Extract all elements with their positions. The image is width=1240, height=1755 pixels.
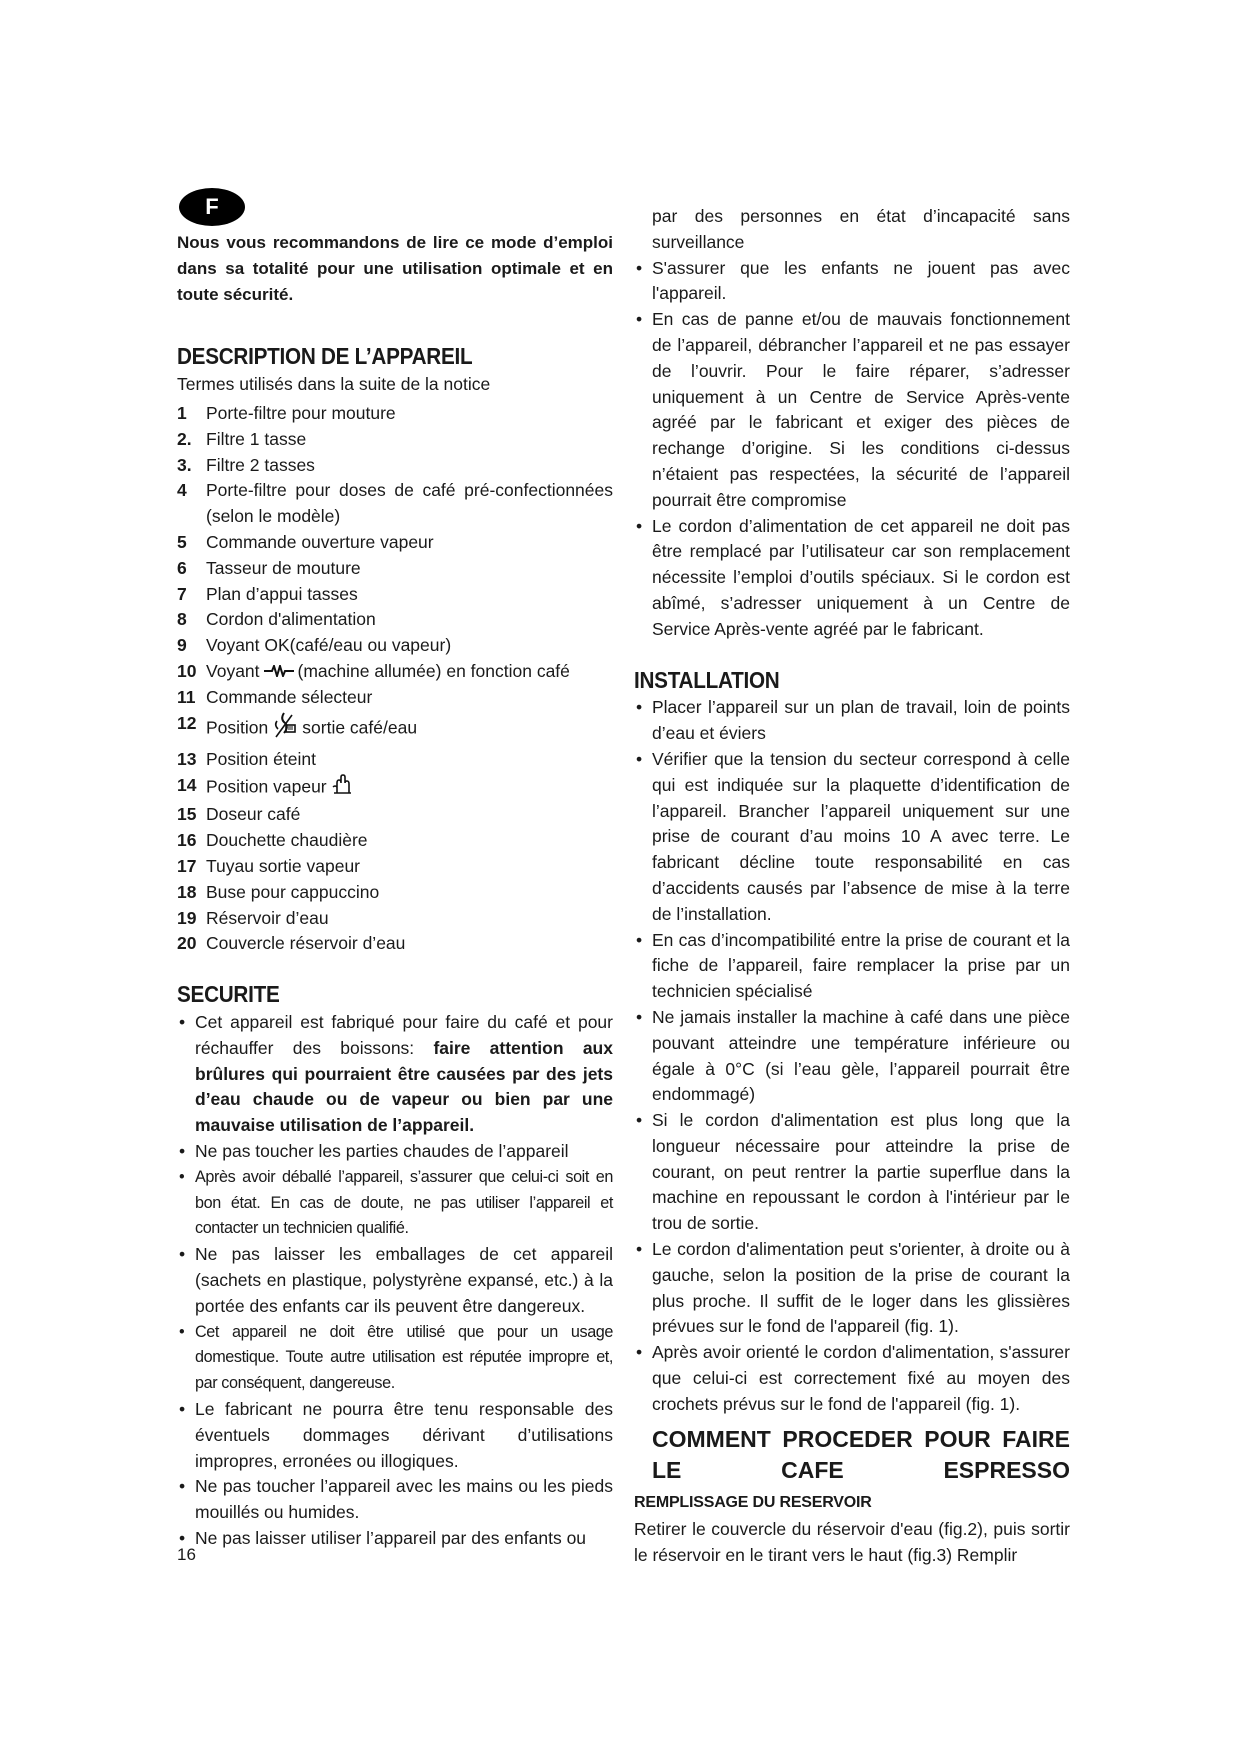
installation-bullet: • Placer l’appareil sur un plan de travail, loin de points d’eau et éviers: [634, 695, 1070, 747]
securite-title: SECURITE: [177, 981, 280, 1008]
steam-icon: [331, 773, 353, 803]
installation-bullet: • Si le cordon d'alimentation est plus long que la longueur nécessaire pour atteindre la prise de courant, on peut rentrer la partie superflue dans la machine en repoussant le cordon à l'intérieur par le trou de sortie.: [634, 1108, 1070, 1237]
part-item: 1 Porte-filtre pour mouture: [177, 402, 396, 423]
part-item: 7 Plan d’appui tasses: [177, 583, 358, 604]
securite-bullet: • S'assurer que les enfants ne jouent pas avec l'appareil.: [634, 256, 1070, 308]
heating-element-icon: [264, 659, 294, 685]
installation-list: [634, 695, 1070, 1417]
securite-bullet: • Cet appareil est fabriqué pour faire du café et pour réchauffer des boissons: faire attention aux brûlures qui pourraient être causées par des jets d’eau chaude ou de vapeur ou bien par une mauvaise utilisation de l’appareil.: [177, 1010, 613, 1139]
installation-bullet: • Après avoir orienté le cordon d'alimentation, s'assurer que celui-ci est correctement fixé au moyen des crochets prévus sur le fond de l'appareil (fig. 1).: [634, 1340, 1070, 1417]
securite-list: [177, 1010, 613, 1552]
part-item: 2. Filtre 1 tasse: [177, 428, 307, 449]
securite-bullet: • Le cordon d’alimentation de cet appareil ne doit pas être remplacé par l’utilisateur car son remplacement nécessite l’emploi d’outils spéciaux. Si le cordon est abîmé, s’adresser uniquement à un Centre de Service Après-vente agréé par le fabricant.: [634, 514, 1070, 643]
page-number: 16: [177, 1545, 196, 1564]
part-item: 11 Commande sélecteur: [177, 687, 373, 708]
part-item: 17 Tuyau sortie vapeur: [177, 856, 361, 876]
installation-bullet: • Ne jamais installer la machine à café dans une pièce pouvant atteindre une température inférieure ou égale à 0°C (si l’eau gèle, l’appareil pourrait être endommagé): [634, 1005, 1070, 1108]
installation-title: INSTALLATION: [634, 666, 780, 693]
securite-bullet: • Cet appareil ne doit être utilisé que pour un usage domestique. Toute autre utilisation est réputée impropre et, par conséquent, dangereuse.: [177, 1320, 613, 1397]
securite-bullet: • Après avoir déballé l’appareil, s’assurer que celui-ci soit en bon état. En cas de doute, ne pas utiliser l’appareil et contacter un technicien qualifié.: [177, 1165, 613, 1242]
description-title: DESCRIPTION DE L’APPAREIL: [177, 343, 473, 370]
securite-list-continued: [634, 256, 1070, 643]
securite-bullet: • Ne pas laisser les emballages de cet appareil (sachets en plastique, polystyrène expansé, etc.) à la portée des enfants car ils peuvent être dangereux.: [177, 1242, 613, 1319]
securite-bullet: • Ne pas laisser utiliser l’appareil par des enfants ou: [177, 1526, 613, 1552]
part-item: 3. Filtre 2 tasses: [177, 454, 315, 475]
part-item: 13 Position éteint: [177, 748, 316, 769]
part-item: 6 Tasseur de mouture: [177, 557, 361, 578]
part-item: 12 Position sortie café/eau: [177, 711, 613, 747]
part-item: 9 Voyant OK(café/eau ou vapeur): [177, 635, 452, 656]
installation-bullet: • En cas d’incompatibilité entre la prise de courant et la fiche de l’appareil, faire remplacer la prise par un technicien spécialisé: [634, 928, 1070, 1005]
part-item: 16 Douchette chaudière: [177, 830, 368, 851]
securite-continuation: par des personnes en état d’incapacité sans surveillance: [652, 206, 1070, 252]
installation-bullet: • Le cordon d'alimentation peut s'orienter, à droite ou à gauche, selon la position de la prise de courant la plus proche. Il suffit de le loger dans les glissières prévues sur le fond de l'appareil (fig. 1).: [634, 1237, 1070, 1340]
intro-text: Nous vous recommandons de lire ce mode d’emploi dans sa totalité pour une utilisation optimale et en toute sécurité.: [177, 233, 613, 304]
part-item: 18 Buse pour cappuccino: [177, 881, 380, 902]
espresso-subtitle: REMPLISSAGE DU RESERVOIR: [634, 1493, 872, 1511]
language-badge: F: [179, 188, 245, 226]
parts-list: [177, 401, 613, 957]
espresso-title: COMMENT PROCEDER POUR FAIRE LE CAFE ESPRESSO: [652, 1425, 1070, 1483]
securite-bullet: • Le fabricant ne pourra être tenu responsable des éventuels dommages dérivant d’utilisations impropres, erronées ou illogiques.: [177, 1397, 613, 1474]
left-column: [177, 230, 613, 1552]
coffee-water-outlet-icon: [272, 711, 298, 747]
installation-bullet: • Vérifier que la tension du secteur correspond à celle qui est indiquée sur la plaquette d’identification de l’appareil. Brancher l’appareil uniquement sur une prise de courant d’au moins 10 A avec terre. Le fabricant décline toute responsabilité en cas d’accidents causés par l’absence de mise à la terre de l’installation.: [634, 747, 1070, 928]
part-item: 5 Commande ouverture vapeur: [177, 531, 434, 552]
part-item: 14 Position vapeur: [177, 773, 613, 803]
part-item: 4 Porte-filtre pour doses de café pré-confectionnées (selon le modèle): [177, 480, 613, 527]
right-column: [634, 204, 1070, 1569]
description-subtitle: Termes utilisés dans la suite de la notice: [177, 374, 491, 395]
part-item: 15 Doseur café: [177, 804, 301, 825]
part-item: 20 Couvercle réservoir d’eau: [177, 933, 406, 954]
securite-bullet: • Ne pas toucher les parties chaudes de l’appareil: [177, 1139, 613, 1165]
securite-bullet: • En cas de panne et/ou de mauvais fonctionnement de l’appareil, débrancher l’appareil et ne pas essayer de l’ouvrir. Pour le faire réparer, s’adresser uniquement à un Centre de Service Après-vente agréé par le fabricant et exiger des pièces de rechange d’origine. Si les conditions ci-dessus n’étaient pas respectées, la sécurité de l’appareil pourrait être compromise: [634, 307, 1070, 513]
espresso-text: Retirer le couvercle du réservoir d'eau (fig.2), puis sortir le réservoir en le tirant vers le haut (fig.3) Remplir: [634, 1519, 1070, 1566]
securite-bullet: • Ne pas toucher l’appareil avec les mains ou les pieds mouillés ou humides.: [177, 1474, 613, 1526]
part-item: 19 Réservoir d’eau: [177, 907, 329, 928]
part-item: 10 Voyant (machine allumée) en fonction café: [177, 659, 613, 685]
part-item: 8 Cordon d'alimentation: [177, 609, 376, 630]
